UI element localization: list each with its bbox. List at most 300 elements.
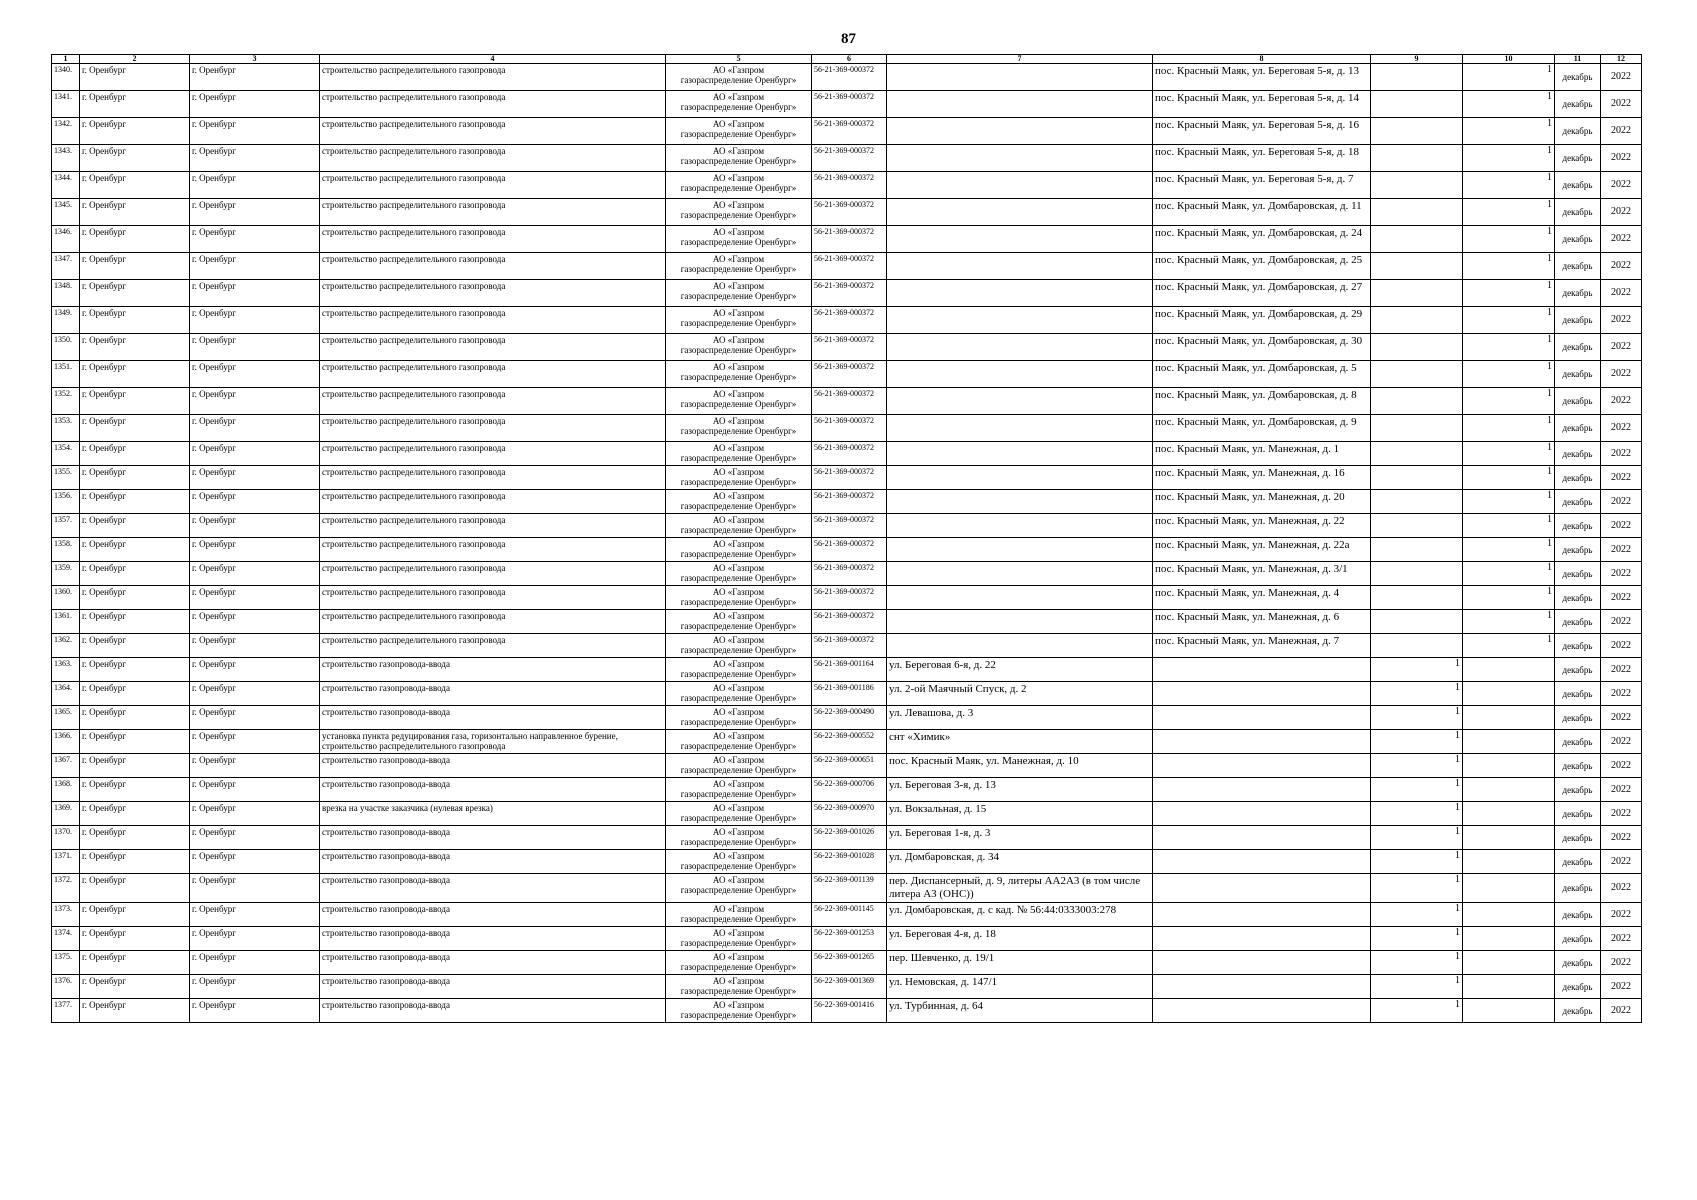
organization-cell <box>666 730 812 754</box>
permit-number-cell: 56-21-369-000372 <box>812 415 887 442</box>
table-row <box>52 634 1642 658</box>
organization-line-1: АО «Газпром <box>712 928 765 938</box>
address-cell <box>887 199 1153 226</box>
row-number-cell: 1372. <box>52 874 80 903</box>
row-number-cell: 1366. <box>52 730 80 754</box>
address-cell: ул. Береговая 1-я, д. 3 <box>887 826 1153 850</box>
count-a-cell <box>1371 253 1463 280</box>
organization-line-1: АО «Газпром <box>712 119 765 129</box>
organization-line-1: АО «Газпром <box>712 755 765 765</box>
address-cell: ул. Домбаровская, д. 34 <box>887 850 1153 874</box>
address-cell <box>887 634 1153 658</box>
permit-number-cell: 56-21-369-000372 <box>812 199 887 226</box>
address-cell <box>887 466 1153 490</box>
count-a-cell <box>1371 538 1463 562</box>
year-cell: 2022 <box>1601 538 1642 562</box>
row-number-cell: 1340. <box>52 64 80 91</box>
organization-cell <box>666 754 812 778</box>
settlement-cell: г. Оренбург <box>190 903 320 927</box>
work-type-cell: строительство газопровода-ввода <box>320 826 666 850</box>
year-cell: 2022 <box>1601 91 1642 118</box>
col-header-7: 7 <box>887 55 1153 64</box>
organization-cell <box>666 466 812 490</box>
address-cell <box>887 415 1153 442</box>
month-cell: декабрь <box>1555 280 1601 307</box>
address-cell <box>887 64 1153 91</box>
address-cell <box>887 388 1153 415</box>
address-cell <box>887 361 1153 388</box>
address-cell: пос. Красный Маяк, ул. Манежная, д. 10 <box>887 754 1153 778</box>
count-a-cell <box>1371 586 1463 610</box>
row-number-cell: 1346. <box>52 226 80 253</box>
organization-cell <box>666 586 812 610</box>
table-row <box>52 334 1642 361</box>
row-number-cell: 1341. <box>52 91 80 118</box>
location-cell: пос. Красный Маяк, ул. Береговая 5-я, д. 7 <box>1153 172 1371 199</box>
year-cell: 2022 <box>1601 490 1642 514</box>
month-cell: декабрь <box>1555 802 1601 826</box>
organization-cell <box>666 172 812 199</box>
permit-number-cell: 56-22-369-001028 <box>812 850 887 874</box>
settlement-cell: г. Оренбург <box>190 586 320 610</box>
table-row <box>52 307 1642 334</box>
address-cell <box>887 280 1153 307</box>
table-row <box>52 802 1642 826</box>
work-type-cell: строительство распределительного газопровода <box>320 388 666 415</box>
permit-number-cell: 56-21-369-000372 <box>812 538 887 562</box>
work-type-cell: строительство газопровода-ввода <box>320 903 666 927</box>
municipality-cell: г. Оренбург <box>80 903 190 927</box>
permit-number-cell: 56-21-369-000372 <box>812 145 887 172</box>
work-type-cell: строительство распределительного газопровода <box>320 361 666 388</box>
month-cell: декабрь <box>1555 951 1601 975</box>
location-cell <box>1153 778 1371 802</box>
organization-line-2: газораспределение Оренбург» <box>680 453 797 463</box>
count-a-cell <box>1371 118 1463 145</box>
organization-line-2: газораспределение Оренбург» <box>680 813 797 823</box>
permit-number-cell: 56-21-369-000372 <box>812 610 887 634</box>
permit-number-cell: 56-22-369-001265 <box>812 951 887 975</box>
count-b-cell <box>1463 874 1555 903</box>
organization-cell <box>666 490 812 514</box>
work-type-cell: строительство распределительного газопровода <box>320 538 666 562</box>
municipality-cell: г. Оренбург <box>80 172 190 199</box>
location-cell: пос. Красный Маяк, ул. Береговая 5-я, д. 18 <box>1153 145 1371 172</box>
organization-line-1: АО «Газпром <box>712 803 765 813</box>
month-cell: декабрь <box>1555 682 1601 706</box>
year-cell: 2022 <box>1601 730 1642 754</box>
count-a-cell <box>1371 280 1463 307</box>
col-header-3: 3 <box>190 55 320 64</box>
month-cell: декабрь <box>1555 778 1601 802</box>
municipality-cell: г. Оренбург <box>80 307 190 334</box>
municipality-cell: г. Оренбург <box>80 514 190 538</box>
location-cell <box>1153 682 1371 706</box>
organization-cell <box>666 562 812 586</box>
address-cell <box>887 145 1153 172</box>
organization-line-1: АО «Газпром <box>712 362 765 372</box>
month-cell: декабрь <box>1555 927 1601 951</box>
count-a-cell <box>1371 415 1463 442</box>
settlement-cell: г. Оренбург <box>190 145 320 172</box>
settlement-cell: г. Оренбург <box>190 951 320 975</box>
address-cell: ул. Домбаровская, д. с кад. № 56:44:0333003:278 <box>887 903 1153 927</box>
location-cell <box>1153 730 1371 754</box>
count-a-cell <box>1371 172 1463 199</box>
count-b-cell: 1 <box>1463 145 1555 172</box>
organization-line-1: АО «Газпром <box>712 146 765 156</box>
count-b-cell <box>1463 903 1555 927</box>
address-cell <box>887 253 1153 280</box>
count-a-cell <box>1371 466 1463 490</box>
row-number-cell: 1352. <box>52 388 80 415</box>
count-b-cell <box>1463 730 1555 754</box>
municipality-cell: г. Оренбург <box>80 199 190 226</box>
organization-line-1: АО «Газпром <box>712 707 765 717</box>
month-cell: декабрь <box>1555 634 1601 658</box>
month-cell: декабрь <box>1555 118 1601 145</box>
address-cell: ул. Береговая 3-я, д. 13 <box>887 778 1153 802</box>
organization-line-2: газораспределение Оренбург» <box>680 962 797 972</box>
organization-line-2: газораспределение Оренбург» <box>680 525 797 535</box>
table-row <box>52 586 1642 610</box>
col-header-11: 11 <box>1555 55 1601 64</box>
municipality-cell: г. Оренбург <box>80 706 190 730</box>
work-type-cell: строительство распределительного газопровода <box>320 307 666 334</box>
table-row <box>52 172 1642 199</box>
location-cell: пос. Красный Маяк, ул. Береговая 5-я, д. 13 <box>1153 64 1371 91</box>
settlement-cell: г. Оренбург <box>190 442 320 466</box>
organization-line-2: газораспределение Оренбург» <box>680 129 797 139</box>
count-b-cell: 1 <box>1463 466 1555 490</box>
settlement-cell: г. Оренбург <box>190 226 320 253</box>
organization-cell <box>666 850 812 874</box>
organization-line-1: АО «Газпром <box>712 875 765 885</box>
organization-line-1: АО «Газпром <box>712 952 765 962</box>
row-number-cell: 1348. <box>52 280 80 307</box>
organization-cell <box>666 388 812 415</box>
work-type-cell: строительство распределительного газопровода <box>320 415 666 442</box>
table-row <box>52 951 1642 975</box>
municipality-cell: г. Оренбург <box>80 730 190 754</box>
year-cell: 2022 <box>1601 334 1642 361</box>
organization-cell <box>666 927 812 951</box>
count-b-cell <box>1463 682 1555 706</box>
permit-number-cell: 56-22-369-001139 <box>812 874 887 903</box>
location-cell: пос. Красный Маяк, ул. Домбаровская, д. 29 <box>1153 307 1371 334</box>
address-cell <box>887 118 1153 145</box>
organization-cell <box>666 361 812 388</box>
col-header-2: 2 <box>80 55 190 64</box>
municipality-cell: г. Оренбург <box>80 253 190 280</box>
row-number-cell: 1377. <box>52 999 80 1023</box>
table-row <box>52 706 1642 730</box>
month-cell: декабрь <box>1555 562 1601 586</box>
settlement-cell: г. Оренбург <box>190 778 320 802</box>
address-cell: снт «Химик» <box>887 730 1153 754</box>
row-number-cell: 1363. <box>52 658 80 682</box>
permit-number-cell: 56-21-369-000372 <box>812 361 887 388</box>
count-a-cell <box>1371 199 1463 226</box>
organization-line-2: газораспределение Оренбург» <box>680 693 797 703</box>
count-a-cell <box>1371 562 1463 586</box>
municipality-cell: г. Оренбург <box>80 634 190 658</box>
work-type-cell: строительство газопровода-ввода <box>320 754 666 778</box>
organization-line-1: АО «Газпром <box>712 491 765 501</box>
month-cell: декабрь <box>1555 610 1601 634</box>
count-b-cell <box>1463 927 1555 951</box>
count-b-cell <box>1463 999 1555 1023</box>
permit-number-cell: 56-21-369-000372 <box>812 586 887 610</box>
settlement-cell: г. Оренбург <box>190 927 320 951</box>
permit-number-cell: 56-22-369-000651 <box>812 754 887 778</box>
address-cell <box>887 490 1153 514</box>
work-type-cell: строительство распределительного газопровода <box>320 64 666 91</box>
row-number-cell: 1368. <box>52 778 80 802</box>
municipality-cell: г. Оренбург <box>80 586 190 610</box>
permit-number-cell: 56-21-369-000372 <box>812 466 887 490</box>
table-row <box>52 226 1642 253</box>
month-cell: декабрь <box>1555 658 1601 682</box>
count-b-cell: 1 <box>1463 586 1555 610</box>
permit-number-cell: 56-22-369-001416 <box>812 999 887 1023</box>
location-cell: пос. Красный Маяк, ул. Домбаровская, д. 30 <box>1153 334 1371 361</box>
address-cell <box>887 91 1153 118</box>
organization-line-1: АО «Газпром <box>712 851 765 861</box>
year-cell: 2022 <box>1601 682 1642 706</box>
count-a-cell: 1 <box>1371 903 1463 927</box>
municipality-cell: г. Оренбург <box>80 975 190 999</box>
organization-line-1: АО «Газпром <box>712 467 765 477</box>
organization-line-1: АО «Газпром <box>712 563 765 573</box>
settlement-cell: г. Оренбург <box>190 64 320 91</box>
location-cell: пос. Красный Маяк, ул. Манежная, д. 3/1 <box>1153 562 1371 586</box>
month-cell: декабрь <box>1555 64 1601 91</box>
count-b-cell: 1 <box>1463 610 1555 634</box>
organization-line-2: газораспределение Оренбург» <box>680 717 797 727</box>
organization-cell <box>666 199 812 226</box>
location-cell: пос. Красный Маяк, ул. Манежная, д. 22 <box>1153 514 1371 538</box>
permit-number-cell: 56-21-369-000372 <box>812 388 887 415</box>
organization-cell <box>666 118 812 145</box>
count-a-cell <box>1371 307 1463 334</box>
municipality-cell: г. Оренбург <box>80 334 190 361</box>
year-cell: 2022 <box>1601 754 1642 778</box>
row-number-cell: 1351. <box>52 361 80 388</box>
organization-line-1: АО «Газпром <box>712 65 765 75</box>
row-number-cell: 1344. <box>52 172 80 199</box>
organization-line-2: газораспределение Оренбург» <box>680 765 797 775</box>
address-cell: ул. Береговая 4-я, д. 18 <box>887 927 1153 951</box>
count-b-cell <box>1463 754 1555 778</box>
work-type-cell: строительство газопровода-ввода <box>320 975 666 999</box>
table-row <box>52 64 1642 91</box>
organization-line-2: газораспределение Оренбург» <box>680 318 797 328</box>
work-type-cell: строительство газопровода-ввода <box>320 658 666 682</box>
work-type-cell: строительство газопровода-ввода <box>320 999 666 1023</box>
organization-line-2: газораспределение Оренбург» <box>680 1010 797 1020</box>
table-row <box>52 91 1642 118</box>
organization-line-2: газораспределение Оренбург» <box>680 399 797 409</box>
settlement-cell: г. Оренбург <box>190 253 320 280</box>
permit-number-cell: 56-21-369-000372 <box>812 562 887 586</box>
location-cell <box>1153 826 1371 850</box>
organization-line-2: газораспределение Оренбург» <box>680 291 797 301</box>
count-a-cell <box>1371 91 1463 118</box>
row-number-cell: 1342. <box>52 118 80 145</box>
municipality-cell: г. Оренбург <box>80 562 190 586</box>
organization-line-2: газораспределение Оренбург» <box>680 914 797 924</box>
count-b-cell: 1 <box>1463 199 1555 226</box>
permit-number-cell: 56-21-369-000372 <box>812 490 887 514</box>
year-cell: 2022 <box>1601 172 1642 199</box>
organization-line-2: газораспределение Оренбург» <box>680 156 797 166</box>
month-cell: декабрь <box>1555 514 1601 538</box>
count-a-cell: 1 <box>1371 682 1463 706</box>
year-cell: 2022 <box>1601 199 1642 226</box>
row-number-cell: 1359. <box>52 562 80 586</box>
organization-line-1: АО «Газпром <box>712 587 765 597</box>
organization-line-2: газораспределение Оренбург» <box>680 237 797 247</box>
table-row <box>52 388 1642 415</box>
year-cell: 2022 <box>1601 307 1642 334</box>
organization-cell <box>666 951 812 975</box>
year-cell: 2022 <box>1601 64 1642 91</box>
municipality-cell: г. Оренбург <box>80 118 190 145</box>
location-cell: пос. Красный Маяк, ул. Манежная, д. 1 <box>1153 442 1371 466</box>
permit-number-cell: 56-22-369-001369 <box>812 975 887 999</box>
count-a-cell: 1 <box>1371 874 1463 903</box>
year-cell: 2022 <box>1601 118 1642 145</box>
table-row <box>52 610 1642 634</box>
municipality-cell: г. Оренбург <box>80 682 190 706</box>
month-cell: декабрь <box>1555 442 1601 466</box>
organization-line-2: газораспределение Оренбург» <box>680 861 797 871</box>
permit-number-cell: 56-21-369-000372 <box>812 280 887 307</box>
count-a-cell: 1 <box>1371 658 1463 682</box>
row-number-cell: 1371. <box>52 850 80 874</box>
organization-cell <box>666 415 812 442</box>
organization-line-1: АО «Газпром <box>712 683 765 693</box>
count-b-cell: 1 <box>1463 442 1555 466</box>
municipality-cell: г. Оренбург <box>80 466 190 490</box>
settlement-cell: г. Оренбург <box>190 538 320 562</box>
year-cell: 2022 <box>1601 706 1642 730</box>
month-cell: декабрь <box>1555 586 1601 610</box>
work-type-cell: строительство газопровода-ввода <box>320 850 666 874</box>
count-a-cell: 1 <box>1371 927 1463 951</box>
work-type-cell: строительство распределительного газопровода <box>320 610 666 634</box>
organization-cell <box>666 903 812 927</box>
organization-line-2: газораспределение Оренбург» <box>680 75 797 85</box>
municipality-cell: г. Оренбург <box>80 145 190 172</box>
col-header-9: 9 <box>1371 55 1463 64</box>
count-a-cell <box>1371 226 1463 253</box>
col-header-6: 6 <box>812 55 887 64</box>
count-b-cell <box>1463 975 1555 999</box>
work-type-cell: строительство газопровода-ввода <box>320 682 666 706</box>
address-cell <box>887 307 1153 334</box>
table-body <box>52 64 1642 1023</box>
municipality-cell: г. Оренбург <box>80 361 190 388</box>
month-cell: декабрь <box>1555 754 1601 778</box>
year-cell: 2022 <box>1601 562 1642 586</box>
organization-cell <box>666 538 812 562</box>
count-b-cell: 1 <box>1463 634 1555 658</box>
settlement-cell: г. Оренбург <box>190 658 320 682</box>
count-a-cell <box>1371 442 1463 466</box>
settlement-cell: г. Оренбург <box>190 280 320 307</box>
year-cell: 2022 <box>1601 850 1642 874</box>
count-b-cell: 1 <box>1463 388 1555 415</box>
organization-cell <box>666 706 812 730</box>
municipality-cell: г. Оренбург <box>80 91 190 118</box>
count-a-cell: 1 <box>1371 778 1463 802</box>
count-b-cell <box>1463 658 1555 682</box>
count-a-cell <box>1371 361 1463 388</box>
municipality-cell: г. Оренбург <box>80 226 190 253</box>
location-cell: пос. Красный Маяк, ул. Домбаровская, д. 5 <box>1153 361 1371 388</box>
count-b-cell: 1 <box>1463 307 1555 334</box>
count-a-cell: 1 <box>1371 802 1463 826</box>
count-b-cell <box>1463 826 1555 850</box>
work-type-cell: строительство распределительного газопровода <box>320 280 666 307</box>
table-row <box>52 466 1642 490</box>
year-cell: 2022 <box>1601 610 1642 634</box>
row-number-cell: 1347. <box>52 253 80 280</box>
municipality-cell: г. Оренбург <box>80 826 190 850</box>
organization-cell <box>666 682 812 706</box>
address-cell <box>887 172 1153 199</box>
organization-line-1: АО «Газпром <box>712 659 765 669</box>
address-cell: пер. Шевченко, д. 19/1 <box>887 951 1153 975</box>
location-cell: пос. Красный Маяк, ул. Манежная, д. 16 <box>1153 466 1371 490</box>
municipality-cell: г. Оренбург <box>80 64 190 91</box>
row-number-cell: 1360. <box>52 586 80 610</box>
month-cell: декабрь <box>1555 903 1601 927</box>
work-type-cell: строительство распределительного газопровода <box>320 199 666 226</box>
organization-cell <box>666 874 812 903</box>
address-cell <box>887 334 1153 361</box>
organization-line-1: АО «Газпром <box>712 443 765 453</box>
table-row <box>52 442 1642 466</box>
table-row <box>52 850 1642 874</box>
work-type-cell: строительство распределительного газопровода <box>320 514 666 538</box>
table-row <box>52 562 1642 586</box>
work-type-cell: строительство распределительного газопровода <box>320 562 666 586</box>
organization-cell <box>666 802 812 826</box>
settlement-cell: г. Оренбург <box>190 754 320 778</box>
settlement-cell: г. Оренбург <box>190 874 320 903</box>
count-b-cell: 1 <box>1463 253 1555 280</box>
year-cell: 2022 <box>1601 903 1642 927</box>
organization-cell <box>666 610 812 634</box>
work-type-cell: строительство распределительного газопровода <box>320 334 666 361</box>
table-row <box>52 927 1642 951</box>
settlement-cell: г. Оренбург <box>190 466 320 490</box>
address-cell <box>887 226 1153 253</box>
year-cell: 2022 <box>1601 826 1642 850</box>
organization-line-2: газораспределение Оренбург» <box>680 477 797 487</box>
settlement-cell: г. Оренбург <box>190 361 320 388</box>
location-cell: пос. Красный Маяк, ул. Манежная, д. 22а <box>1153 538 1371 562</box>
row-number-cell: 1376. <box>52 975 80 999</box>
settlement-cell: г. Оренбург <box>190 91 320 118</box>
permit-number-cell: 56-22-369-001253 <box>812 927 887 951</box>
work-type-cell: строительство распределительного газопровода <box>320 145 666 172</box>
table-row <box>52 514 1642 538</box>
settlement-cell: г. Оренбург <box>190 307 320 334</box>
